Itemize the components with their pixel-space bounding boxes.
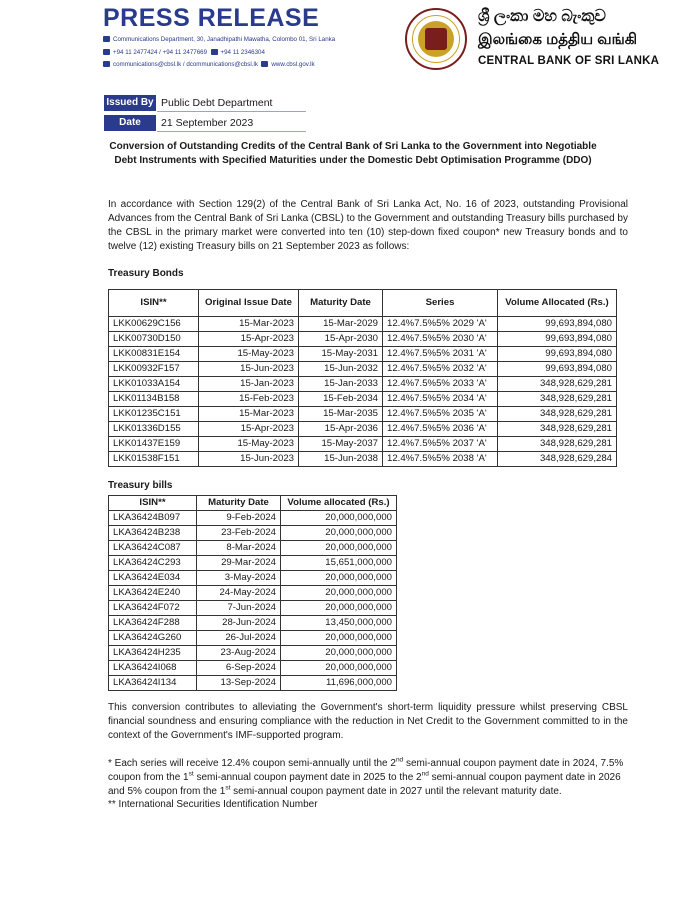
table-cell: 24-May-2024 <box>197 586 281 601</box>
table-cell: LKK01336D155 <box>109 422 199 437</box>
table-row <box>109 422 617 437</box>
table-cell: 6-Sep-2024 <box>197 661 281 676</box>
table-cell: LKA36424I068 <box>109 661 197 676</box>
press-release-title: PRESS RELEASE <box>103 4 320 32</box>
table-cell: LKA36424B238 <box>109 526 197 541</box>
table-cell: 15-Jan-2033 <box>299 377 383 392</box>
table-cell: LKA36424F288 <box>109 616 197 631</box>
table-cell: 15-Mar-2023 <box>199 317 299 332</box>
contact-address: Communications Department, 30, Janadhipathi Mawatha, Colombo 01, Sri Lanka <box>103 36 335 43</box>
table-cell: 15-Jun-2023 <box>199 362 299 377</box>
table-row <box>109 676 397 691</box>
table-cell: 20,000,000,000 <box>281 631 397 646</box>
date-label: Date <box>104 115 156 131</box>
table-row <box>109 526 397 541</box>
table-cell: 15-May-2023 <box>199 437 299 452</box>
press-release-header <box>0 0 700 82</box>
phone-icon <box>103 49 110 55</box>
lion-emblem-icon <box>425 28 447 50</box>
table-cell: LKK01033A154 <box>109 377 199 392</box>
table-row <box>109 586 397 601</box>
table-row <box>109 646 397 661</box>
table-row <box>109 452 617 467</box>
globe-icon <box>261 61 268 67</box>
column-header: Volume Allocated (Rs.) <box>498 290 617 317</box>
bank-name-english: CENTRAL BANK OF SRI LANKA <box>478 55 660 67</box>
table-cell: 15-Mar-2035 <box>299 407 383 422</box>
table-row <box>109 541 397 556</box>
column-header: ISIN** <box>109 496 197 511</box>
fax-icon <box>211 49 218 55</box>
table-cell: LKK00730D150 <box>109 332 199 347</box>
closing-paragraph: This conversion contributes to alleviating the Government's short-term liquidity pressure whilst preserving CBSL financial soundness and ensuring compliance with the reduction in Net Credit to the Government committed to in the context of the Government's IMF-supported program. <box>108 702 628 741</box>
issued-by-value: Public Debt Department <box>157 95 306 112</box>
table-cell: 13-Sep-2024 <box>197 676 281 691</box>
table-cell: 348,928,629,281 <box>498 422 617 437</box>
table-row <box>109 362 617 377</box>
table-cell: LKK01235C151 <box>109 407 199 422</box>
table-cell: 15-Apr-2036 <box>299 422 383 437</box>
table-cell: 15-Jan-2023 <box>199 377 299 392</box>
table-cell: 12.4%7.5%5% 2037 'A' <box>383 437 498 452</box>
table-cell: 12.4%7.5%5% 2030 'A' <box>383 332 498 347</box>
cbsl-seal-logo <box>405 8 467 70</box>
table-cell: LKK00932F157 <box>109 362 199 377</box>
contact-web <box>103 61 315 68</box>
table-cell: 12.4%7.5%5% 2036 'A' <box>383 422 498 437</box>
table-cell: 15-Feb-2023 <box>199 392 299 407</box>
intro-paragraph: In accordance with Section 129(2) of the Central Bank of Sri Lanka Act, No. 16 of 2023, outstanding Provisional Advances from the Central Bank of Sri Lanka (CBSL) to the Government and outstanding Treasury bills purchased by the CBSL in the primary market were converted into ten (10) step-down fixed coupon* new Treasury bonds and to twelve (12) existing Treasury bills on 21 September 2023 as follows: <box>108 199 628 252</box>
table-header-row <box>109 290 617 317</box>
issued-by-label: Issued By <box>104 95 156 111</box>
table-cell: 12.4%7.5%5% 2038 'A' <box>383 452 498 467</box>
contact-phones: +94 11 2477424 / +94 11 2477669 +94 11 2346304 <box>103 49 265 56</box>
email-link[interactable]: communications@cbsl.lk / dcommunications@cbsl.lk <box>113 61 258 68</box>
table-cell: 348,928,629,281 <box>498 437 617 452</box>
table-cell: LKA36424I134 <box>109 676 197 691</box>
table-cell: 28-Jun-2024 <box>197 616 281 631</box>
document-title: Conversion of Outstanding Credits of the Central Bank of Sri Lanka to the Government into Negotiable Debt Instruments with Specified Maturities under the Domestic Debt Optimisation Programme (DDO) <box>109 141 597 166</box>
bank-name-tamil: இலங்கை மத்திய வங்கி <box>478 31 638 48</box>
table-row <box>109 317 617 332</box>
table-row <box>109 437 617 452</box>
table-cell: 348,928,629,281 <box>498 377 617 392</box>
table-cell: 15-Mar-2023 <box>199 407 299 422</box>
table-cell: 20,000,000,000 <box>281 646 397 661</box>
table-cell: 15-Jun-2038 <box>299 452 383 467</box>
table-cell: 15-Jun-2023 <box>199 452 299 467</box>
table-cell: LKA36424E034 <box>109 571 197 586</box>
table-header-row <box>109 496 397 511</box>
table-cell: LKK00831E154 <box>109 347 199 362</box>
table-row <box>109 631 397 646</box>
table-cell: 15-Apr-2023 <box>199 422 299 437</box>
date-value: 21 September 2023 <box>157 115 306 132</box>
table-cell: 348,928,629,281 <box>498 407 617 422</box>
table-cell: 3-May-2024 <box>197 571 281 586</box>
isin-footnote: ** International Securities Identification Number <box>108 799 318 810</box>
email-icon <box>103 61 110 67</box>
table-cell: LKA36424B097 <box>109 511 197 526</box>
table-cell: 11,696,000,000 <box>281 676 397 691</box>
table-row <box>109 407 617 422</box>
table-cell: 12.4%7.5%5% 2035 'A' <box>383 407 498 422</box>
table-cell: 8-Mar-2024 <box>197 541 281 556</box>
table-cell: 20,000,000,000 <box>281 601 397 616</box>
table-cell: 348,928,629,284 <box>498 452 617 467</box>
table-cell: LKK01538F151 <box>109 452 199 467</box>
table-cell: 26-Jul-2024 <box>197 631 281 646</box>
table-cell: 12.4%7.5%5% 2029 'A' <box>383 317 498 332</box>
table-cell: 23-Aug-2024 <box>197 646 281 661</box>
column-header: Maturity Date <box>197 496 281 511</box>
bank-name-sinhala: ශ්‍රී ලංකා මහ බැංකුව <box>478 8 606 25</box>
table-cell: LKA36424E240 <box>109 586 197 601</box>
treasury-bonds-heading: Treasury Bonds <box>108 268 184 279</box>
table-cell: 15-Mar-2029 <box>299 317 383 332</box>
table-cell: LKA36424C293 <box>109 556 197 571</box>
treasury-bills-heading: Treasury bills <box>108 480 173 491</box>
table-cell: 15-Apr-2030 <box>299 332 383 347</box>
table-cell: 12.4%7.5%5% 2034 'A' <box>383 392 498 407</box>
table-cell: 13,450,000,000 <box>281 616 397 631</box>
table-cell: 15,651,000,000 <box>281 556 397 571</box>
table-cell: LKK01134B158 <box>109 392 199 407</box>
table-cell: 99,693,894,080 <box>498 332 617 347</box>
table-row <box>109 347 617 362</box>
table-cell: 15-Feb-2034 <box>299 392 383 407</box>
table-cell: LKA36424H235 <box>109 646 197 661</box>
column-header: Maturity Date <box>299 290 383 317</box>
table-cell: 348,928,629,281 <box>498 392 617 407</box>
coupon-footnote: * Each series will receive 12.4% coupon semi-annually until the 2nd semi-annual coupon payment date in 2024, 7.5% coupon from the 1st semi-annual coupon payment date in 2025 to the 2nd semi-annual coupon payment date in 2026 and 5% coupon from the 1st semi-annual coupon payment date in 2027 until the relevant maturity date. <box>108 756 624 797</box>
table-cell: 15-Apr-2023 <box>199 332 299 347</box>
building-icon <box>103 36 110 42</box>
table-row <box>109 392 617 407</box>
table-row <box>109 377 617 392</box>
table-cell: 99,693,894,080 <box>498 362 617 377</box>
table-cell: 7-Jun-2024 <box>197 601 281 616</box>
table-cell: LKA36424G260 <box>109 631 197 646</box>
table-cell: 15-May-2037 <box>299 437 383 452</box>
table-cell: 20,000,000,000 <box>281 661 397 676</box>
table-cell: 12.4%7.5%5% 2033 'A' <box>383 377 498 392</box>
table-cell: 9-Feb-2024 <box>197 511 281 526</box>
table-row <box>109 556 397 571</box>
table-cell: 12.4%7.5%5% 2032 'A' <box>383 362 498 377</box>
table-cell: 20,000,000,000 <box>281 571 397 586</box>
column-header: Series <box>383 290 498 317</box>
table-row <box>109 661 397 676</box>
table-cell: 23-Feb-2024 <box>197 526 281 541</box>
treasury-bonds-table <box>108 289 617 467</box>
table-cell: 15-Jun-2032 <box>299 362 383 377</box>
table-cell: 20,000,000,000 <box>281 511 397 526</box>
table-cell: 20,000,000,000 <box>281 526 397 541</box>
table-cell: LKK00629C156 <box>109 317 199 332</box>
table-cell: 99,693,894,080 <box>498 317 617 332</box>
table-row <box>109 332 617 347</box>
table-cell: 20,000,000,000 <box>281 586 397 601</box>
table-row <box>109 616 397 631</box>
column-header: Original Issue Date <box>199 290 299 317</box>
column-header: Volume allocated (Rs.) <box>281 496 397 511</box>
website-link[interactable]: www.cbsl.gov.lk <box>271 61 315 68</box>
treasury-bills-table <box>108 495 397 691</box>
table-cell: 20,000,000,000 <box>281 541 397 556</box>
table-cell: 15-May-2023 <box>199 347 299 362</box>
table-cell: 15-May-2031 <box>299 347 383 362</box>
column-header: ISIN** <box>109 290 199 317</box>
table-row <box>109 601 397 616</box>
table-cell: LKK01437E159 <box>109 437 199 452</box>
table-cell: 99,693,894,080 <box>498 347 617 362</box>
table-cell: LKA36424C087 <box>109 541 197 556</box>
table-cell: 12.4%7.5%5% 2031 'A' <box>383 347 498 362</box>
table-row <box>109 571 397 586</box>
table-cell: LKA36424F072 <box>109 601 197 616</box>
table-cell: 29-Mar-2024 <box>197 556 281 571</box>
table-row <box>109 511 397 526</box>
